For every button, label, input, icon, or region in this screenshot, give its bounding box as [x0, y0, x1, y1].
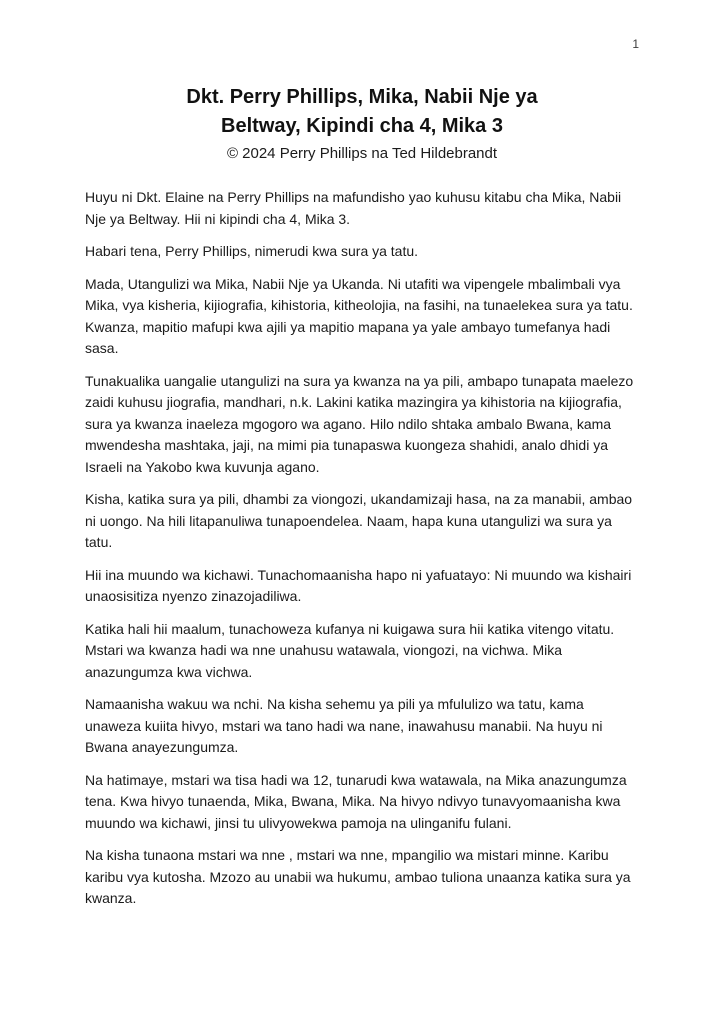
- paragraph-9: Na hatimaye, mstari wa tisa hadi wa 12, tunarudi kwa watawala, na Mika anazungumza tena. Kwa hivyo tunaenda, Mika, Bwana, Mika. Na hivyo ndivyo tunavyomaanisha kwa muundo wa kichawi, jinsi tu ulivyowekwa pamoja na ulinganifu fulani.: [85, 771, 627, 831]
- document-body: [85, 187, 639, 910]
- paragraph-6: Hii ina muundo wa kichawi. Tunachomaanisha hapo ni yafuatayo: Ni muundo wa kishairi unaosisitiza nyenzo zinazojadiliwa.: [85, 566, 632, 604]
- title-line-1: Dkt. Perry Phillips, Mika, Nabii Nje ya: [186, 86, 538, 108]
- paragraph-5: Kisha, katika sura ya pili, dhambi za viongozi, ukandamizaji hasa, na za manabii, ambao ni uongo. Na hili litapanuliwa tunapoendelea. Naam, hapa kuna utangulizi wa sura ya tatu.: [85, 491, 633, 550]
- paragraph-2: Habari tena, Perry Phillips, nimerudi kwa sura ya tatu.: [85, 243, 419, 259]
- document-title: [85, 83, 639, 141]
- page-number: 1: [632, 37, 639, 51]
- title-line-2: Beltway, Kipindi cha 4, Mika 3: [221, 115, 503, 137]
- paragraph-8: Namaanisha wakuu wa nchi. Na kisha sehemu ya pili ya mfululizo wa tatu, kama unaweza kuiita hivyo, mstari wa tano hadi wa nane, inawahusu manabii. Na huyu ni Bwana anayezungumza.: [85, 696, 603, 755]
- paragraph-10: Na kisha tunaona mstari wa nne , mstari wa nne, mpangilio wa mistari minne. Karibu karibu vya kutosha. Mzozo au unabii wa hukumu, ambao tuliona unaanza katika sura ya kwanza.: [85, 847, 631, 906]
- paragraph-7: Katika hali hii maalum, tunachoweza kufanya ni kuigawa sura hii katika vitengo vitatu. Mstari wa kwanza hadi wa nne unahusu watawala, viongozi, na vichwa. Mika anazungumza kwa vichwa.: [85, 620, 615, 680]
- copyright-line: © 2024 Perry Phillips na Ted Hildebrandt: [226, 145, 498, 162]
- paragraph-3: Mada, Utangulizi wa Mika, Nabii Nje ya Ukanda. Ni utafiti wa vipengele mbalimbali vya Mika, vya kisheria, kijiografia, kihistoria, kitheolojia, na fasihi, na tunaelekea sura ya tatu. Kwanza, mapitio mafupi kwa ajili ya mapitio mapana ya yale ambayo tumefanya hadi sasa.: [85, 275, 633, 356]
- paragraph-1: Huyu ni Dkt. Elaine na Perry Phillips na mafundisho yao kuhusu kitabu cha Mika, Nabii Nje ya Beltway. Hii ni kipindi cha 4, Mika 3.: [85, 189, 622, 227]
- paragraph-4: Tunakualika uangalie utangulizi na sura ya kwanza na ya pili, ambapo tunapata maelezo zaidi kuhusu jiografia, mandhari, n.k. Lakini katika mazingira ya kihistoria na kijiografia, sura ya kwanza inaeleza mgogoro wa agano. Hilo ndilo shtaka ambalo Bwana, kama mwendesha mashtaka, jaji, na mimi pia tunapaswa kuongeza shahidi, analo dhidi ya Israeli na Yakobo kwa kuvunja agano.: [85, 372, 634, 475]
